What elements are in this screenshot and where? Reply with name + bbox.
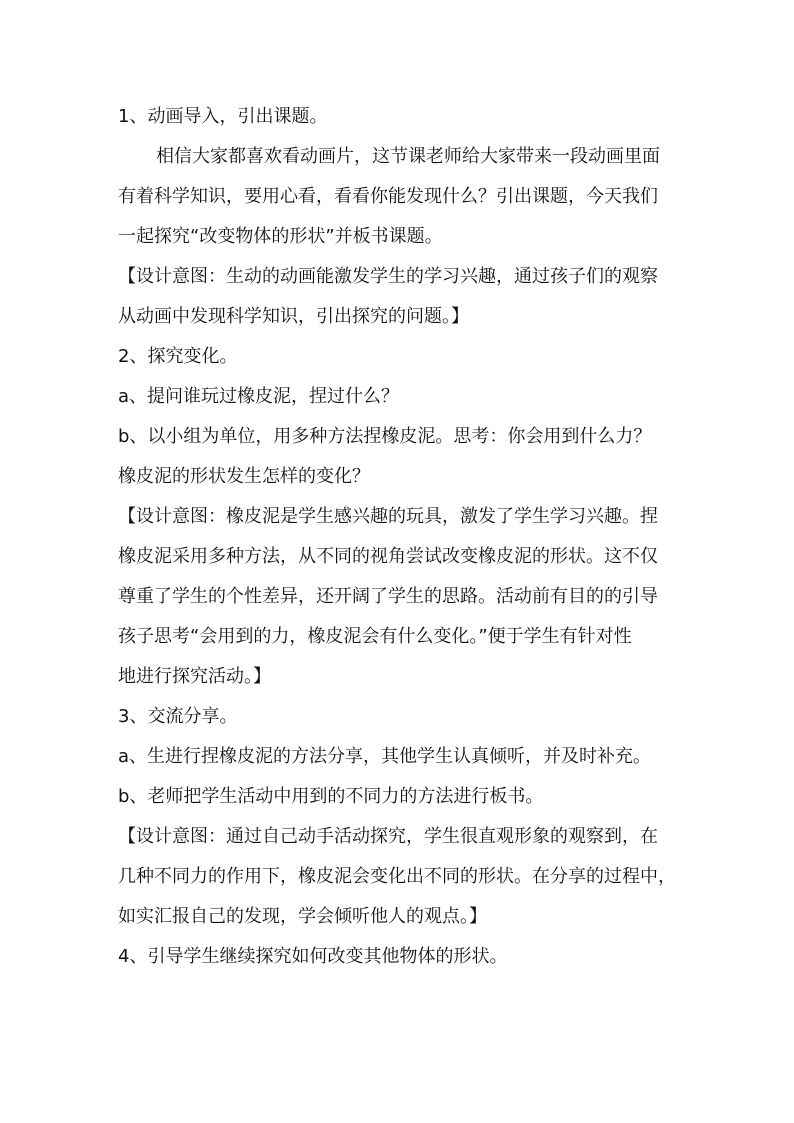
paragraph-line: 一起探究“改变物体的形状”并板书课题。 xyxy=(118,226,443,247)
list-item-b: b、老师把学生活动中用到的不同力的方法进行板书。 xyxy=(118,786,544,807)
design-intent-line: 如实汇报自己的发现，学会倾听他人的观点。】 xyxy=(118,906,487,927)
paragraph-line: 橡皮泥的形状发生怎样的变化？ xyxy=(118,466,370,487)
heading-step-3: 3、交流分享。 xyxy=(118,706,238,727)
list-item-b: b、以小组为单位，用多种方法捏橡皮泥。思考：你会用到什么力？ xyxy=(118,426,652,447)
design-intent-line: 【设计意图：生动的动画能激发学生的学习兴趣，通过孩子们的观察 xyxy=(118,266,658,287)
design-intent-line: 橡皮泥采用多种方法，从不同的视角尝试改变橡皮泥的形状。这不仅 xyxy=(118,546,658,567)
list-item-a: a、生进行捏橡皮泥的方法分享，其他学生认真倾听，并及时补充。 xyxy=(118,746,652,767)
paragraph-line: 有着科学知识，要用心看，看看你能发现什么？引出课题，今天我们 xyxy=(118,186,658,207)
heading-step-1: 1、动画导入，引出课题。 xyxy=(118,106,328,127)
design-intent-line: 从动画中发现科学知识，引出探究的问题。】 xyxy=(118,306,469,327)
heading-step-2: 2、探究变化。 xyxy=(118,346,238,367)
design-intent-line: 尊重了学生的个性差异，还开阔了学生的思路。活动前有目的的引导 xyxy=(118,586,658,607)
design-intent-line: 【设计意图：通过自己动手活动探究，学生很直观形象的观察到，在 xyxy=(118,826,658,847)
list-item-a: a、提问谁玩过橡皮泥，捏过什么？ xyxy=(118,386,400,407)
heading-step-4: 4、引导学生继续探究如何改变其他物体的形状。 xyxy=(118,946,508,967)
paragraph-line: 相信大家都喜欢看动画片，这节课老师给大家带来一段动画里面 xyxy=(156,146,660,167)
design-intent-line: 孩子思考“会用到的力，橡皮泥会有什么变化。”便于学生有针对性 xyxy=(118,626,632,647)
document-body xyxy=(118,97,678,977)
design-intent-line: 地进行探究活动。】 xyxy=(118,666,271,687)
design-intent-line: 几种不同力的作用下，橡皮泥会变化出不同的形状。在分享的过程中， xyxy=(118,866,676,887)
design-intent-line: 【设计意图：橡皮泥是学生感兴趣的玩具，激发了学生学习兴趣。捏 xyxy=(118,506,658,527)
